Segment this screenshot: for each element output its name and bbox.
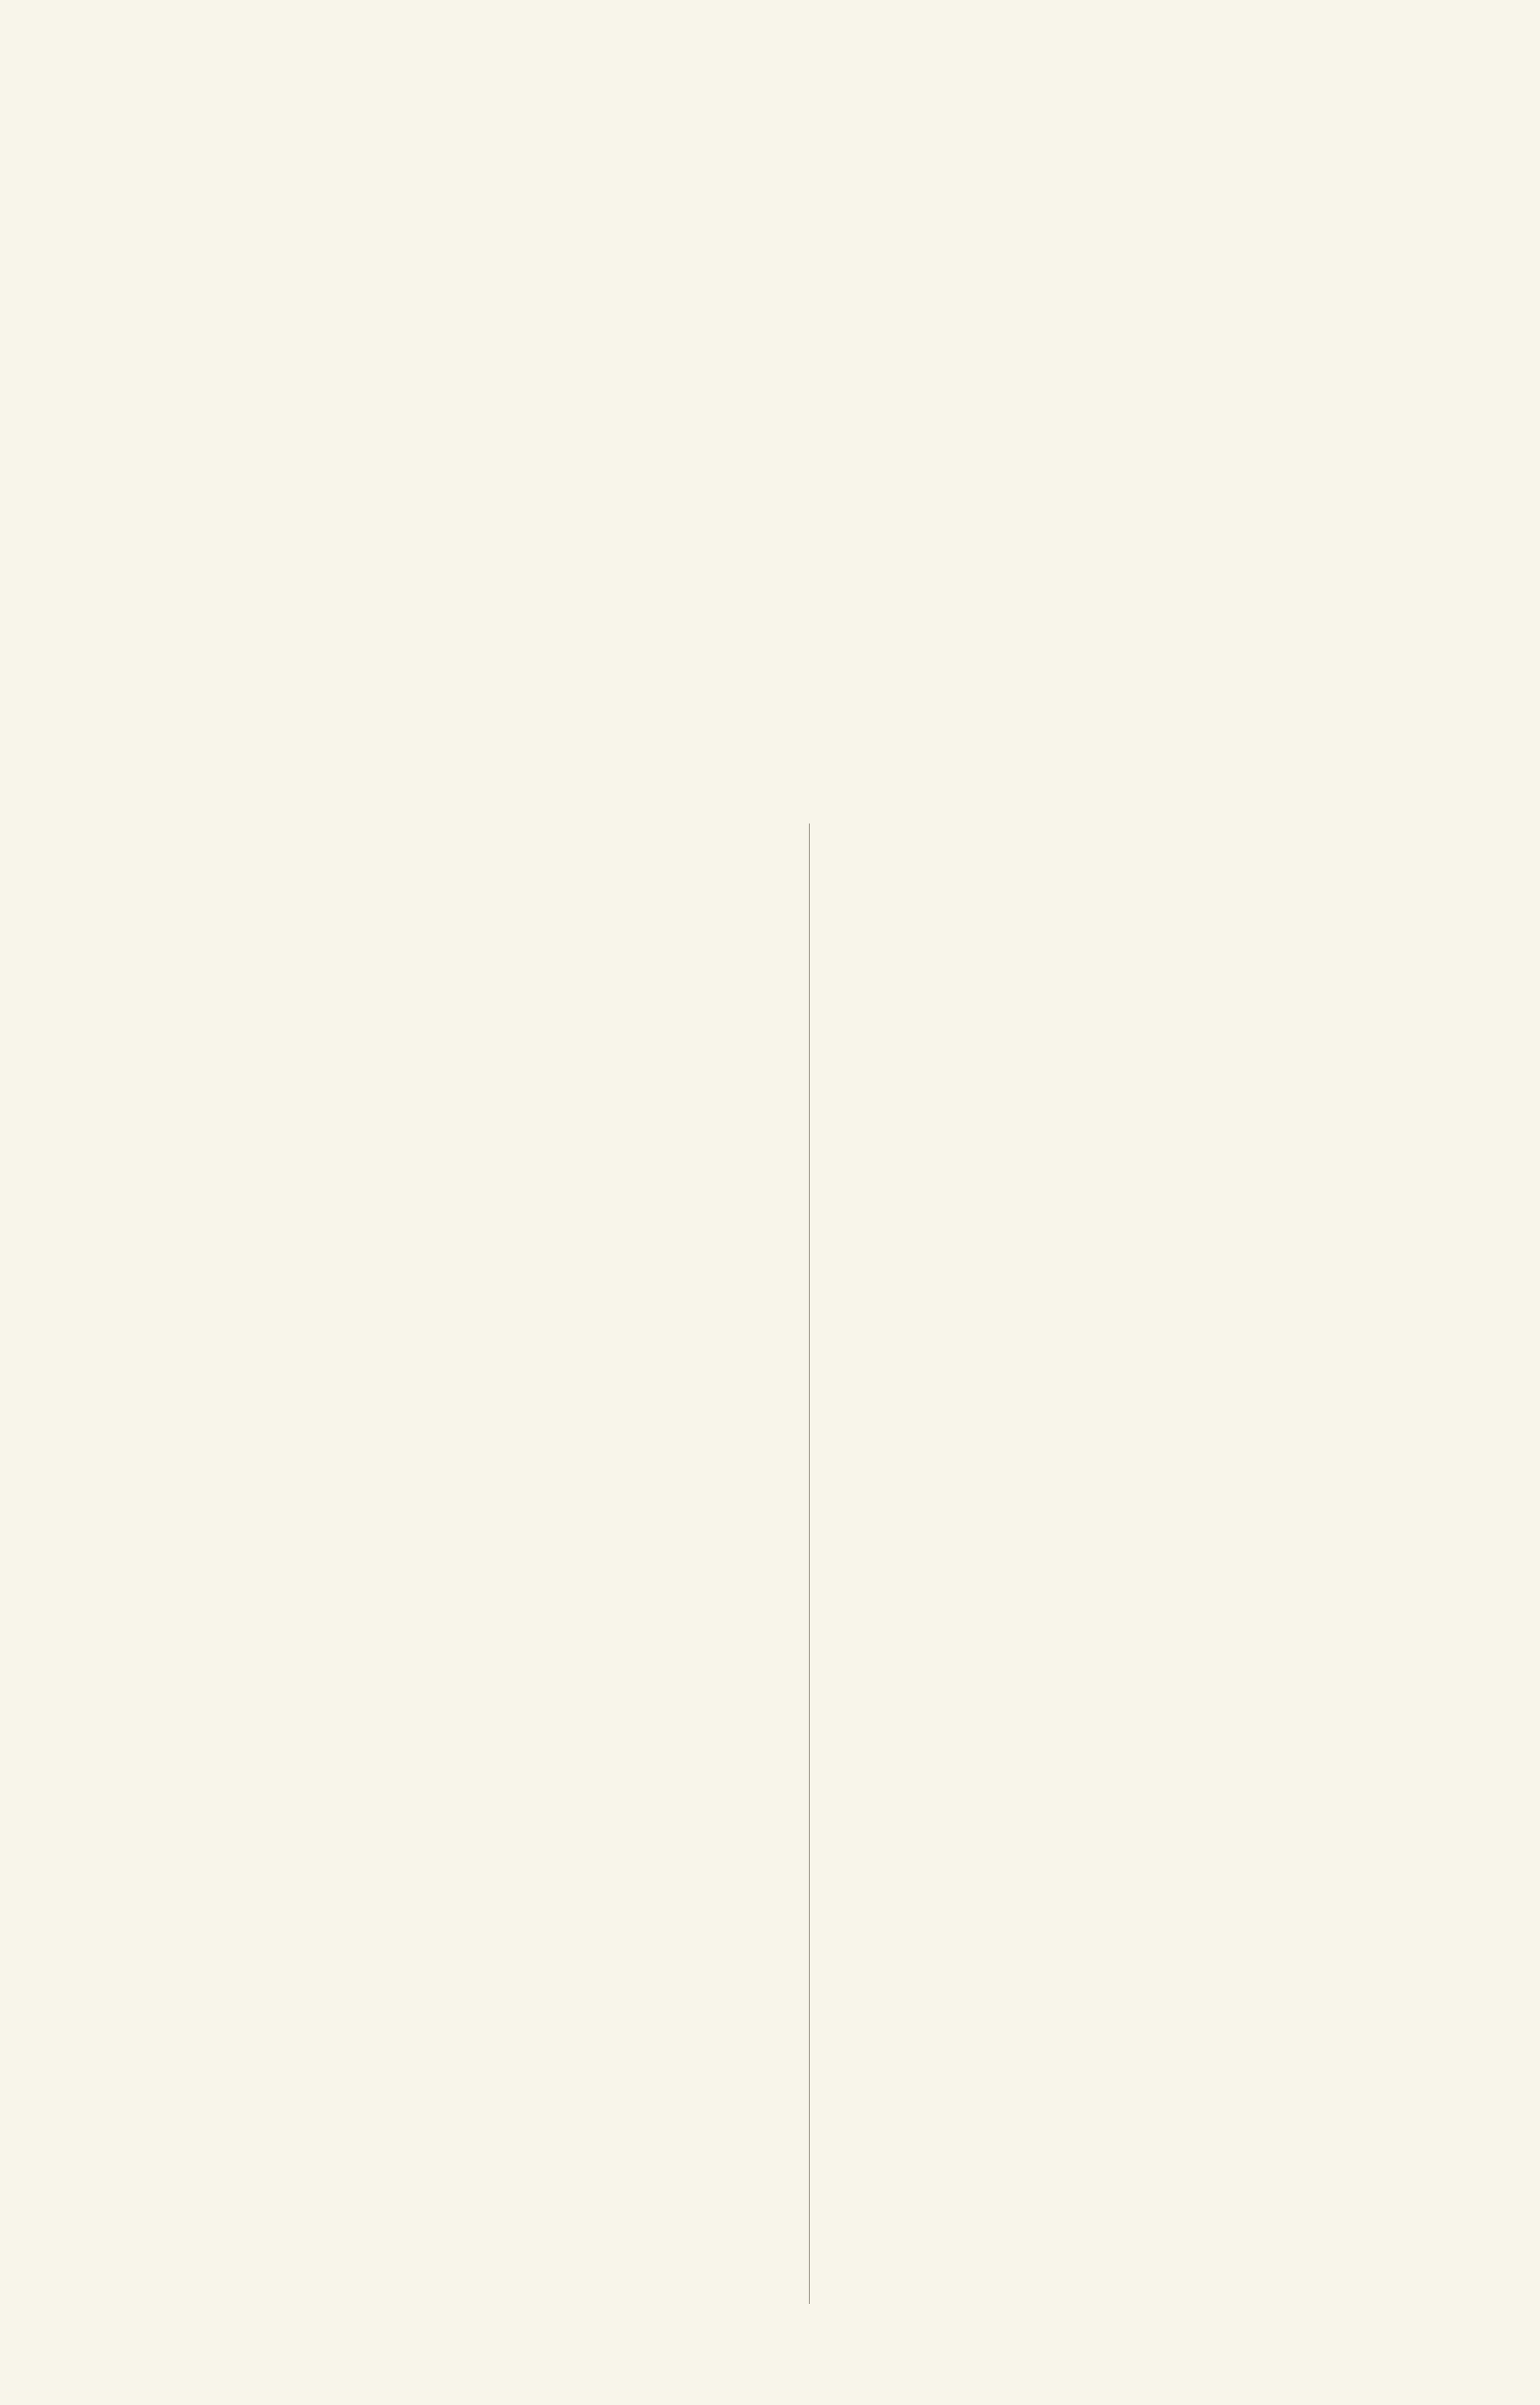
verse-line	[108, 1907, 780, 1941]
left-column	[108, 819, 780, 2216]
music-score	[0, 0, 1540, 817]
verse-line	[108, 1941, 780, 1974]
verse-line	[108, 1522, 780, 1555]
verse-line	[822, 1140, 1498, 1173]
verse-line	[822, 930, 1498, 963]
verse-line	[822, 1349, 1498, 1382]
verse-line	[108, 1205, 780, 1238]
verse-line	[822, 2150, 1498, 2183]
verse-line	[822, 1094, 1498, 1127]
verse-line	[822, 996, 1498, 1029]
column-divider	[809, 824, 810, 2304]
verse-line	[822, 1415, 1498, 1448]
verse-line	[822, 2118, 1498, 2151]
verse-line	[822, 1666, 1498, 1699]
verse-line	[822, 819, 1498, 852]
verse-line	[822, 1172, 1498, 1205]
right-column	[822, 819, 1498, 2278]
verse-line	[822, 1028, 1498, 1061]
verse-line	[108, 1829, 780, 1862]
verse-line	[108, 2183, 780, 2216]
hymn-449-heading	[108, 1443, 780, 1488]
verse-line	[822, 1303, 1498, 1336]
verse-line	[822, 1764, 1498, 1797]
verse-line	[108, 1973, 780, 2006]
verse-line	[822, 1447, 1498, 1480]
verse-line	[822, 1810, 1498, 1843]
verse-line	[822, 2085, 1498, 2118]
hymn-author	[822, 2249, 1498, 2278]
verse-line	[108, 1349, 780, 1382]
hymn-number	[822, 1588, 1498, 1633]
verse-line	[822, 1271, 1498, 1304]
verse-line	[108, 864, 780, 897]
hymn-author	[822, 1546, 1498, 1575]
verse-line	[822, 852, 1498, 885]
verse-line	[108, 1172, 780, 1205]
verse-line	[108, 963, 780, 996]
verse-line	[822, 1875, 1498, 1908]
verse-line	[108, 995, 780, 1028]
verse-line	[108, 1764, 780, 1797]
verse-line	[108, 2006, 780, 2039]
verse-line	[822, 2216, 1498, 2249]
verse-line	[822, 1205, 1498, 1238]
verse-line	[108, 2150, 780, 2183]
verse-line	[822, 1941, 1498, 1974]
verse-line	[108, 1316, 780, 1349]
verse-line	[108, 1587, 780, 1620]
verse-line	[108, 1698, 780, 1731]
verse-line	[822, 1699, 1498, 1732]
verse-line	[822, 1908, 1498, 1941]
verse-line	[108, 1554, 780, 1587]
verse-line	[822, 963, 1498, 996]
verse-line	[108, 2039, 780, 2072]
verse-line	[822, 1061, 1498, 1095]
verse-line	[108, 1862, 780, 1895]
hymn-number	[108, 819, 780, 864]
verse-line	[822, 2019, 1498, 2052]
verse-line	[108, 1488, 780, 1522]
verse-line	[108, 2117, 780, 2150]
verse-line	[822, 2052, 1498, 2085]
verse-line	[822, 1382, 1498, 1415]
verse-line	[108, 2072, 780, 2105]
hymn-number	[108, 1443, 780, 1488]
verse-line	[108, 1382, 780, 1415]
verse-line	[108, 1238, 780, 1271]
verse-line	[108, 1107, 780, 1140]
verse-line	[108, 929, 780, 963]
hymn-450-heading	[822, 1588, 1498, 1633]
hymn-author	[108, 1414, 780, 1443]
verse-line	[822, 1974, 1498, 2007]
verse-line	[108, 1653, 780, 1686]
verse-line	[822, 1731, 1498, 1764]
verse-line	[822, 1513, 1498, 1546]
verse-line	[108, 1797, 780, 1830]
verse-line	[822, 1633, 1498, 1666]
verse-line	[108, 1028, 780, 1061]
hymn-448-heading	[108, 819, 780, 864]
verse-line	[108, 1283, 780, 1316]
verse-line	[108, 1731, 780, 1764]
verse-line	[108, 1139, 780, 1172]
verse-line	[822, 2183, 1498, 2217]
verse-line	[822, 1480, 1498, 1514]
verse-line	[822, 1238, 1498, 1271]
verse-line	[822, 1843, 1498, 1876]
verse-line	[108, 1073, 780, 1107]
verse-line	[108, 897, 780, 930]
verse-line	[108, 1620, 780, 1653]
verse-line	[822, 884, 1498, 917]
